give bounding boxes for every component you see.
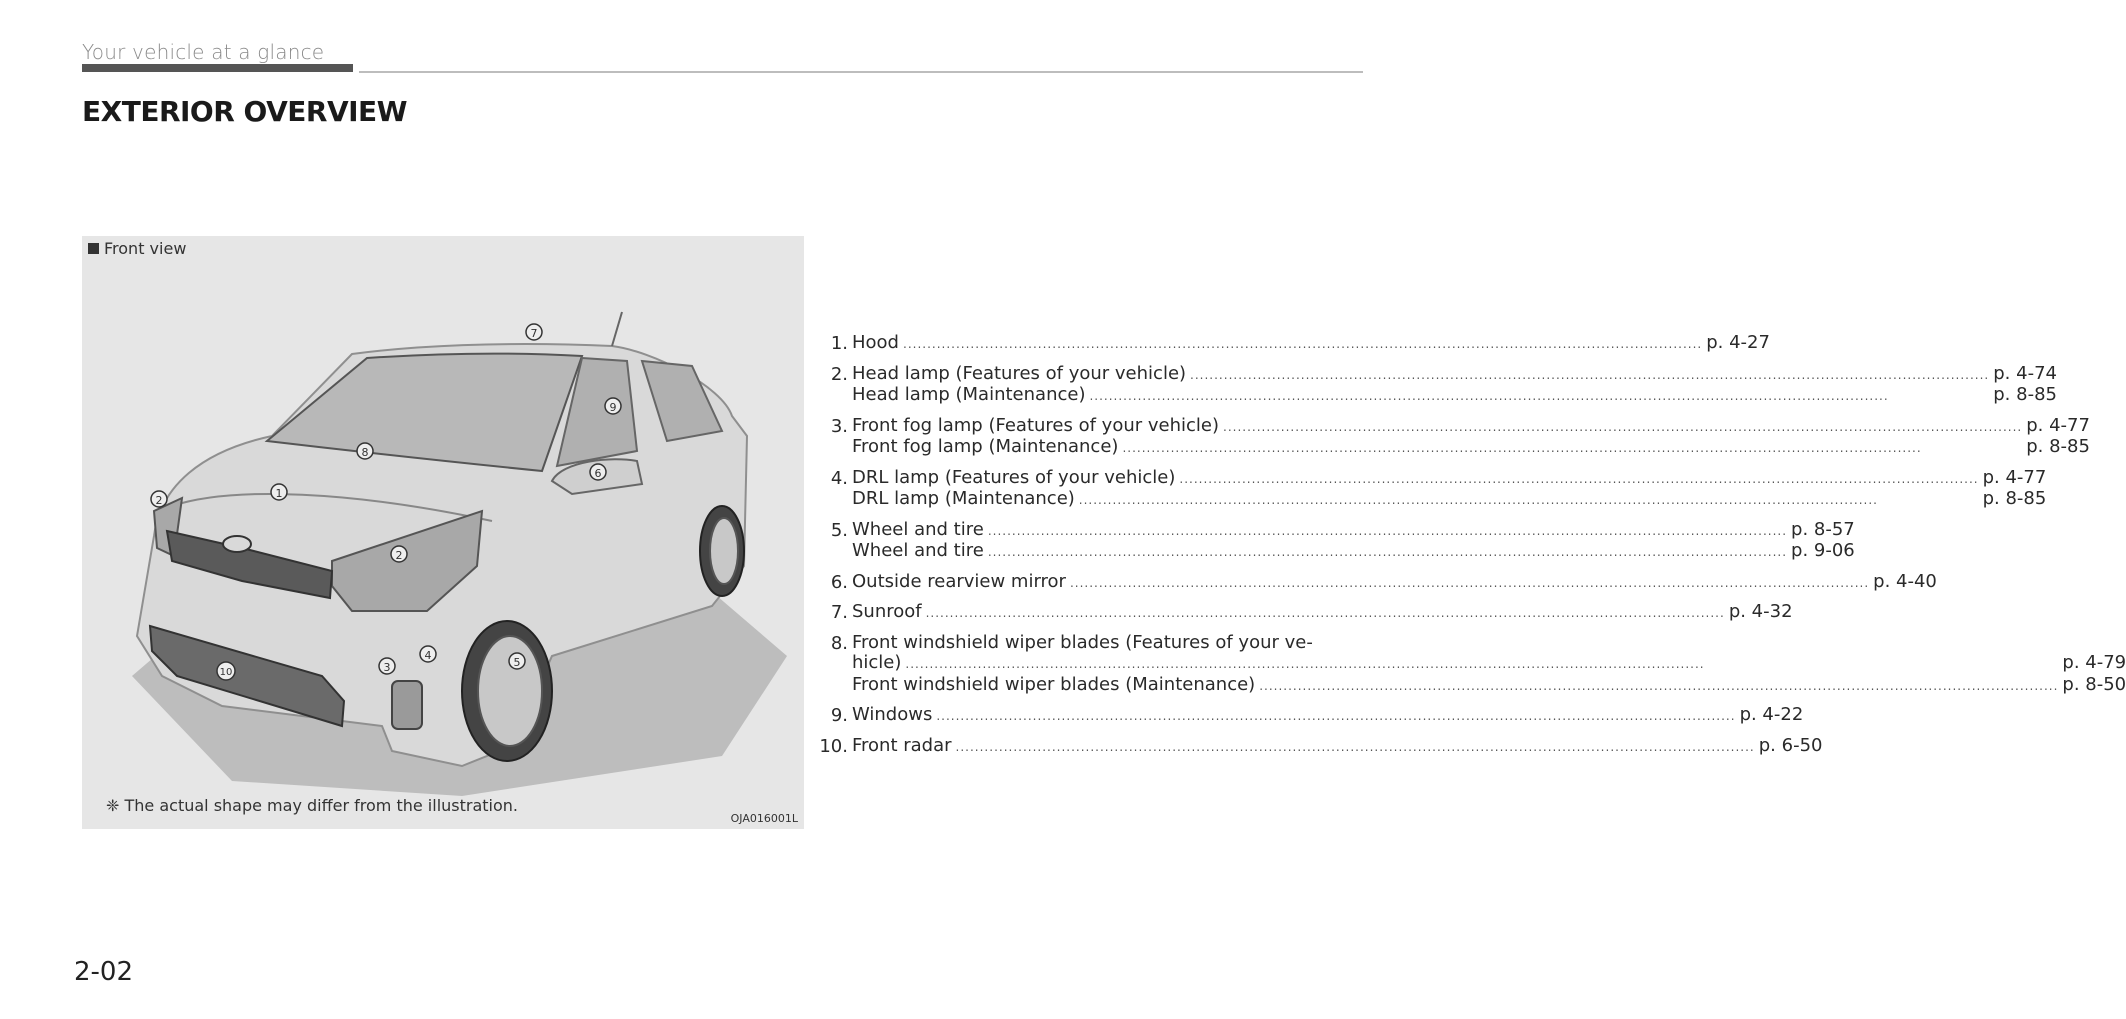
leader-dots xyxy=(926,602,1725,624)
legend-text: Front fog lamp (Maintenance) xyxy=(852,436,1119,457)
front-view-figure xyxy=(82,236,804,829)
legend-text: Front windshield wiper blades (Features of your ve- xyxy=(852,631,1313,653)
legend-line xyxy=(852,602,1793,624)
legend-text: Front radar xyxy=(852,734,952,756)
page-title: EXTERIOR OVERVIEW xyxy=(82,95,408,128)
callout-7 xyxy=(526,324,542,340)
svg-text:2: 2 xyxy=(155,494,163,507)
legend-line xyxy=(852,520,1855,542)
svg-text:4: 4 xyxy=(424,649,432,662)
svg-text:1: 1 xyxy=(275,487,283,500)
legend-line xyxy=(852,736,1822,758)
leader-dots xyxy=(903,333,1702,355)
page-number: 2-02 xyxy=(74,957,134,987)
figure-caption-text: Front view xyxy=(104,239,187,258)
legend-line xyxy=(852,333,1770,355)
legend-number: 2. xyxy=(830,363,848,385)
legend-item xyxy=(812,362,2057,407)
legend-number: 3. xyxy=(830,415,848,437)
legend-item xyxy=(812,332,1770,355)
svg-text:3: 3 xyxy=(383,661,391,674)
legend-page-ref: p. 4-77 xyxy=(2026,414,2090,436)
leader-dots xyxy=(1223,416,2022,438)
callout-3 xyxy=(379,658,395,674)
legend-text: Windows xyxy=(852,704,933,725)
legend-page-ref: p. 4-27 xyxy=(1706,332,1770,353)
legend-number: 1. xyxy=(830,333,848,354)
legend-page-ref: p. 9-06 xyxy=(1791,540,1855,561)
legend-text: DRL lamp (Features of your vehicle) xyxy=(852,466,1176,488)
legend-number: 4. xyxy=(830,467,848,489)
callout-5 xyxy=(509,653,525,669)
legend-text: Sunroof xyxy=(852,601,922,622)
figure-code: OJA016001L xyxy=(730,812,798,825)
svg-text:5: 5 xyxy=(513,656,521,669)
legend-number: 9. xyxy=(830,705,848,726)
legend-item xyxy=(812,631,2126,697)
rear-rim xyxy=(710,518,738,584)
leader-dots xyxy=(956,736,1755,758)
svg-text:7: 7 xyxy=(530,327,538,340)
legend-page-ref: p. 8-57 xyxy=(1791,518,1855,540)
svg-text:2: 2 xyxy=(395,549,403,562)
svg-text:10: 10 xyxy=(219,667,233,678)
legend-item xyxy=(812,518,1855,563)
car-illustration xyxy=(82,236,804,829)
legend-line xyxy=(852,572,1937,594)
legend-page-ref: p. 6-50 xyxy=(1758,734,1823,756)
section-bar xyxy=(82,64,353,72)
leader-dots xyxy=(1079,489,1979,511)
legend-line xyxy=(852,437,2090,459)
legend-text: Hood xyxy=(852,332,899,353)
leader-dots xyxy=(1179,468,1978,490)
legend-line xyxy=(852,468,2046,490)
front-rim xyxy=(478,636,542,746)
legend-number: 7. xyxy=(830,602,848,623)
leader-dots xyxy=(988,520,1787,542)
legend-page-ref: p. 4-40 xyxy=(1873,570,1937,592)
legend-line xyxy=(852,541,1855,563)
callout-10 xyxy=(217,662,235,680)
legend-item xyxy=(812,734,1823,758)
legend-line xyxy=(852,633,2126,654)
legend-number: 6. xyxy=(830,571,848,593)
legend-number: 10. xyxy=(819,735,848,757)
figure-note: ❈ The actual shape may differ from the illustration. xyxy=(106,796,518,815)
legend-line xyxy=(852,705,1803,727)
antenna xyxy=(612,312,622,346)
legend-text: hicle) xyxy=(852,652,902,673)
legend-item xyxy=(812,414,2090,459)
fog-lamp xyxy=(392,681,422,729)
svg-text:9: 9 xyxy=(609,401,617,414)
legend-text: Front fog lamp (Features of your vehicle) xyxy=(852,414,1219,436)
legend-page-ref: p. 8-85 xyxy=(2026,436,2090,457)
legend-text: Head lamp (Features of your vehicle) xyxy=(852,362,1187,384)
legend-item xyxy=(812,466,2047,511)
legend-page-ref: p. 8-50 xyxy=(2062,673,2126,695)
callout-6 xyxy=(590,464,606,480)
callout-1 xyxy=(271,484,287,500)
legend-item xyxy=(812,704,1804,727)
callout-8 xyxy=(357,443,373,459)
callout-4 xyxy=(420,646,436,662)
leader-dots xyxy=(936,705,1735,727)
legend-text: Front windshield wiper blades (Maintenance) xyxy=(852,673,1256,695)
callout-9 xyxy=(605,398,621,414)
section-label: Your vehicle at a glance xyxy=(82,40,325,64)
legend-page-ref: p. 4-79 xyxy=(2062,652,2126,673)
legend-text: Outside rearview mirror xyxy=(852,570,1066,592)
leader-dots xyxy=(1190,364,1989,386)
legend-item xyxy=(812,570,1937,594)
legend-line xyxy=(852,675,2126,697)
legend-line xyxy=(852,416,2090,438)
callout-2-left xyxy=(151,491,167,507)
svg-text:6: 6 xyxy=(594,467,602,480)
kia-logo xyxy=(223,536,251,552)
leader-dots xyxy=(1259,675,2058,697)
section-rule xyxy=(359,71,1363,73)
legend-item xyxy=(812,601,1793,624)
legend-text: Wheel and tire xyxy=(852,540,984,561)
callout-2-right xyxy=(391,546,407,562)
legend-text: Wheel and tire xyxy=(852,518,984,540)
leader-dots xyxy=(1089,385,1989,407)
svg-text:8: 8 xyxy=(361,446,369,459)
leader-dots xyxy=(1122,437,2022,459)
legend-page-ref: p. 8-85 xyxy=(1982,488,2047,509)
legend-page-ref: p. 4-22 xyxy=(1739,704,1804,725)
legend-number: 8. xyxy=(830,632,848,654)
legend-text: Head lamp (Maintenance) xyxy=(852,384,1086,405)
legend-page-ref: p. 4-77 xyxy=(1982,466,2047,488)
leader-dots xyxy=(1070,572,1869,594)
parts-legend xyxy=(812,332,2126,766)
legend-number: 5. xyxy=(830,519,848,541)
legend-line xyxy=(852,385,2057,407)
leader-dots xyxy=(905,653,2058,675)
legend-text: DRL lamp (Maintenance) xyxy=(852,488,1075,509)
legend-line xyxy=(852,653,2126,675)
leader-dots xyxy=(988,541,1787,563)
legend-page-ref: p. 8-85 xyxy=(1993,384,2057,405)
legend-line xyxy=(852,489,2046,511)
legend-page-ref: p. 4-74 xyxy=(1993,362,2057,384)
legend-line xyxy=(852,364,2057,386)
legend-page-ref: p. 4-32 xyxy=(1728,601,1793,622)
